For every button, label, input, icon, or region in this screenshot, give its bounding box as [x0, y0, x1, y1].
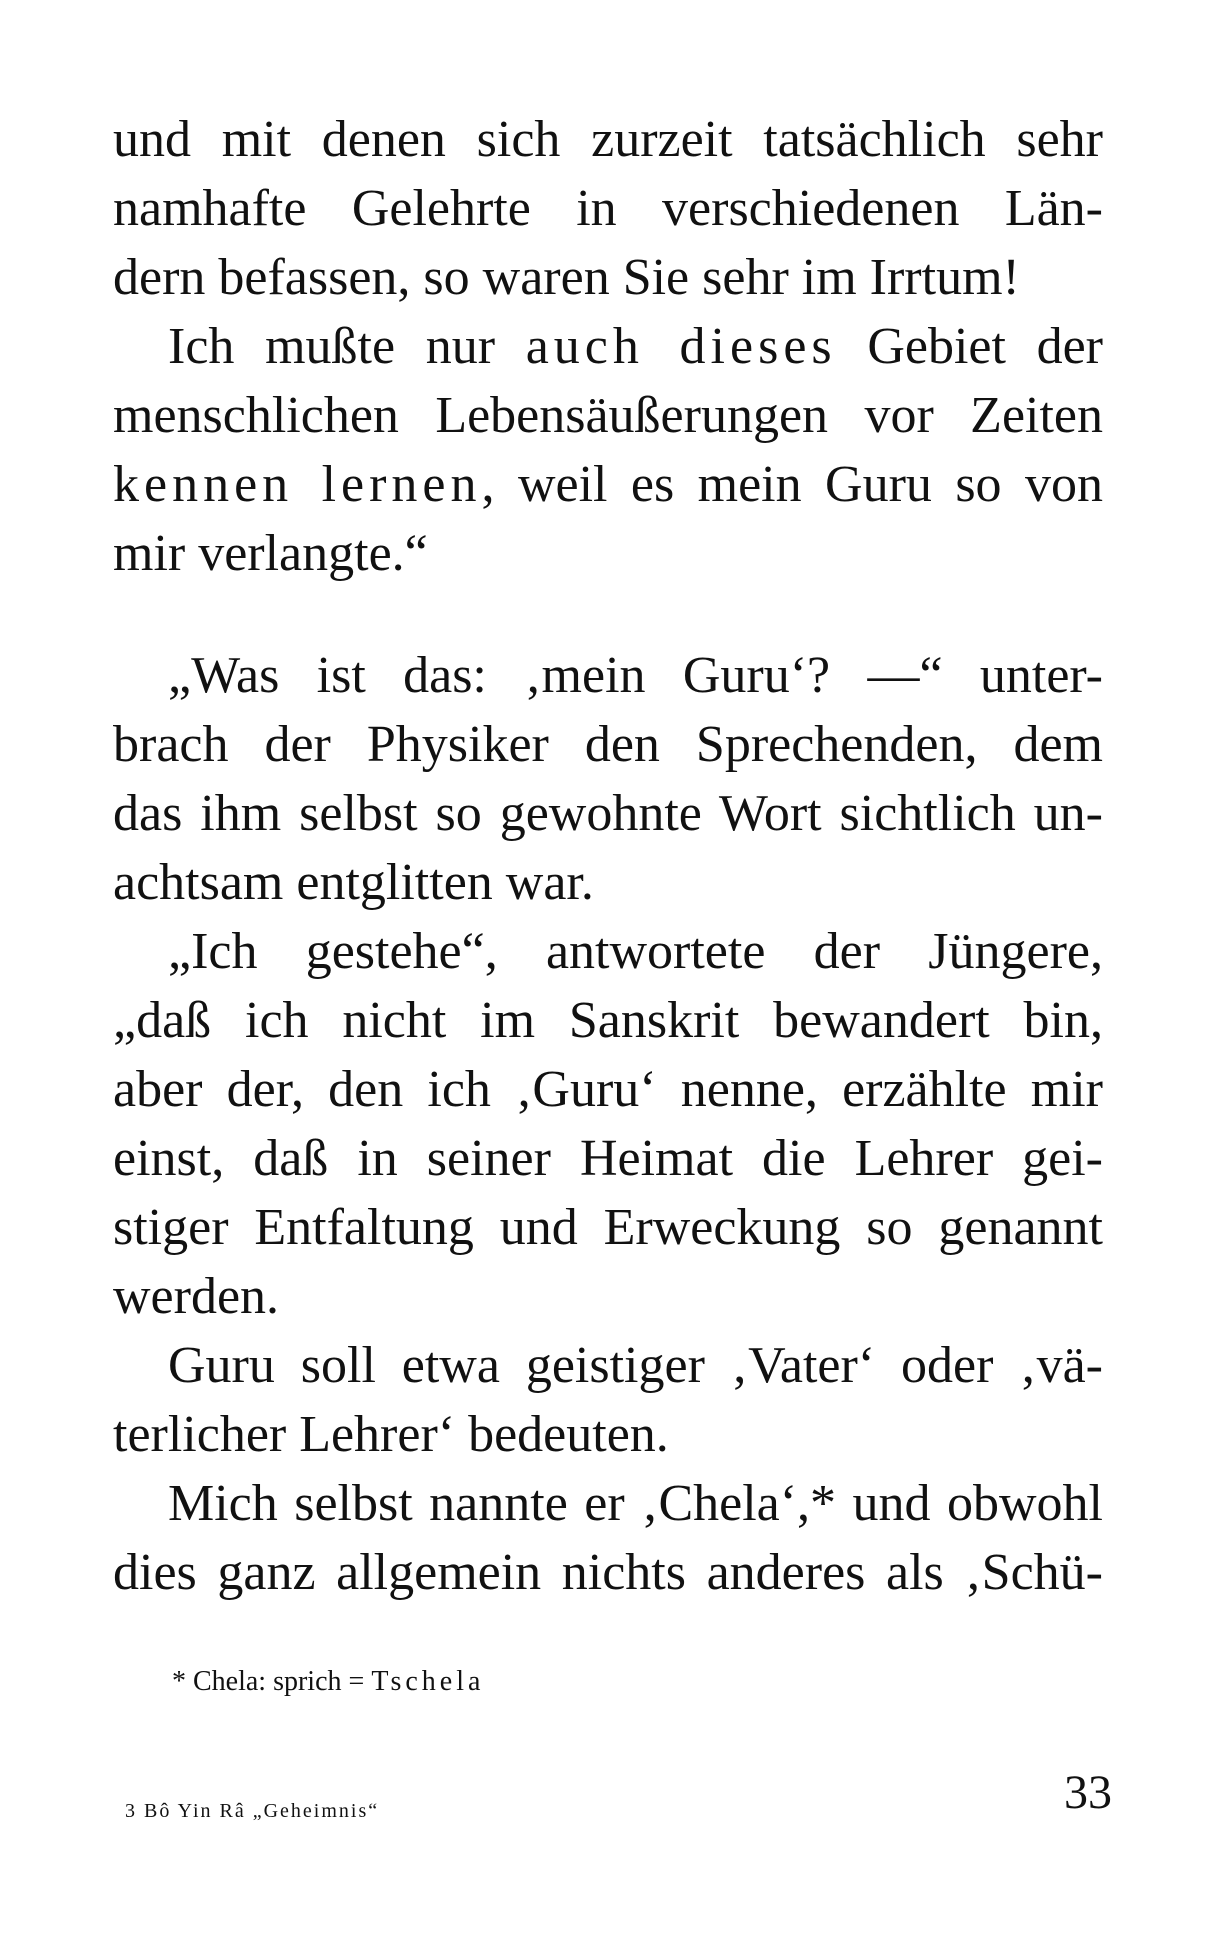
text-line: dies ganz allgemein nichts anderes als ‚Schü- — [113, 1544, 1103, 1601]
emphasized-text: auch dieses — [525, 318, 837, 375]
text-fragment: Ich mußte nur — [168, 318, 526, 375]
paragraph — [113, 1469, 1103, 1607]
paragraph — [113, 105, 1103, 312]
text-line: „Ich gestehe“, antwortete der Jüngere, — [168, 923, 1103, 980]
emphasized-text: kennen lernen — [113, 456, 482, 513]
body-text — [113, 105, 1103, 1607]
paragraph — [113, 641, 1103, 917]
paragraph — [113, 917, 1103, 1331]
text-line: terlicher Lehrer‘ bedeuten. — [113, 1406, 669, 1463]
text-line: und mit denen sich zurzeit tatsächlich sehr — [113, 111, 1103, 168]
footnote-text: * Chela: sprich = — [172, 1666, 372, 1697]
paragraph — [113, 312, 1103, 588]
text-fragment: Gebiet der — [836, 318, 1103, 375]
text-line: einst, daß in seiner Heimat die Lehrer gei- — [113, 1130, 1103, 1187]
footnote-emphasized: Tschela — [371, 1666, 485, 1697]
text-line: Guru soll etwa geistiger ‚Vater‘ oder ‚vä- — [168, 1337, 1103, 1394]
text-line: achtsam entglitten war. — [113, 854, 594, 911]
text-line: stiger Entfaltung und Erweckung so genannt — [113, 1199, 1103, 1256]
text-line: aber der, den ich ‚Guru‘ nenne, erzählte mir — [113, 1061, 1103, 1118]
text-line: werden. — [113, 1268, 280, 1325]
text-line — [113, 450, 1103, 519]
footnote — [172, 1665, 484, 1699]
text-line: menschlichen Lebensäußerungen vor Zeiten — [113, 387, 1103, 444]
printer-signature: 3 Bô Yin Râ „Geheimnis“ — [125, 1800, 380, 1822]
text-line: Mich selbst nannte er ‚Chela‘,* und obwohl — [168, 1475, 1103, 1532]
text-line: brach der Physiker den Sprechenden, dem — [113, 716, 1103, 773]
text-line: mir verlangte.“ — [113, 525, 428, 582]
text-line: namhafte Gelehrte in verschiedenen Län- — [113, 180, 1103, 237]
text-line: „daß ich nicht im Sanskrit bewandert bin, — [113, 992, 1103, 1049]
paragraph — [113, 1331, 1103, 1469]
text-line: dern befassen, so waren Sie sehr im Irrtum! — [113, 249, 1020, 306]
page-number: 33 — [1064, 1766, 1112, 1819]
section-gap — [113, 588, 1103, 641]
text-line — [113, 312, 1103, 381]
text-fragment: , weil es mein Guru so von — [481, 456, 1103, 513]
text-line: „Was ist das: ‚mein Guru‘? —“ unter- — [168, 647, 1103, 704]
text-line: das ihm selbst so gewohnte Wort sichtlich un- — [113, 785, 1103, 842]
